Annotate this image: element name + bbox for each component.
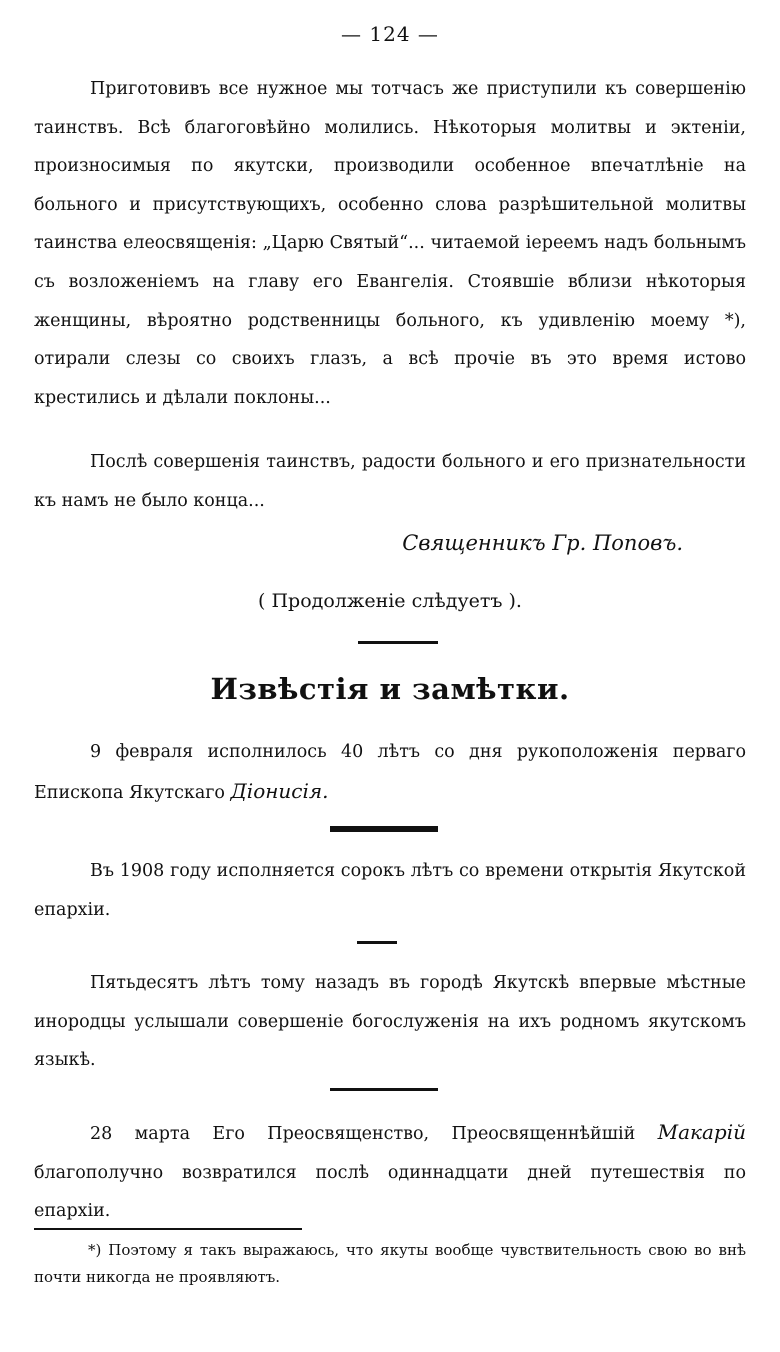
news-item-yakut-language: Пятьдесятъ лѣтъ тому назадъ въ городѣ Якутскѣ впервые мѣстные инородцы услышали совершеніе богослуженія на ихъ родномъ якутскомъ языкѣ. [34, 973, 746, 1071]
bishop-name: Діонисія. [230, 778, 329, 803]
divider-rule [330, 826, 438, 832]
section-heading: Извѣстія и замѣтки. [210, 672, 570, 706]
divider-rule [330, 1088, 438, 1091]
continuation-note: ( Продолженіе слѣдуетъ ). [258, 590, 522, 612]
paragraph-sacrament: Приготовивъ все нужное мы тотчасъ же приступили къ совершенію таинствъ. Всѣ благоговѣйно молились. Нѣкоторыя молитвы и эктеніи, произносимыя по якутски, производили особенное впечатлѣніе на больного и присутствующихъ, особенно слова разрѣшительной молитвы таинства елеосвященія: „Царю Святый“... читаемой іереемъ надъ больнымъ съ возложеніемъ на главу его Евангелія. Стоявшіе вблизи нѣкоторыя женщины, вѣроятно родственницы больного, къ удивленію моему *), отирали слезы со своихъ глазъ, а всѣ прочіе въ это время истово крестились и дѣлали поклоны... [34, 79, 746, 408]
news-item-text: благополучно возвратился послѣ одиннадцати дней путешествія по епархіи. [34, 1162, 746, 1222]
footnote: *) Поэтому я такъ выражаюсь, что якуты вообще чувствительность свою во внѣ почти никогда не проявляютъ. [34, 1241, 746, 1286]
news-item-text: 9 февраля исполнилось 40 лѣтъ со дня рукоположенія перваго Епископа Якутскаго [34, 742, 746, 803]
bishop-name: Макарій [657, 1120, 746, 1144]
divider-rule [357, 941, 397, 944]
news-item-eparchy: Въ 1908 году исполняется сорокъ лѣтъ со времени открытія Якутской епархіи. [34, 861, 746, 920]
footnote-rule [34, 1228, 302, 1230]
paragraph-after-sacrament: Послѣ совершенія таинствъ, радости больного и его признательности къ намъ не было конца... [34, 452, 746, 511]
news-item-makary [34, 1113, 746, 1231]
news-item-text: 28 марта Его Преосвященство, Преосвященнѣйшій [90, 1124, 658, 1144]
page-number: — 124 — [341, 22, 439, 46]
divider-rule [358, 641, 438, 644]
news-item-dionisy [34, 733, 746, 812]
signature: Священникъ Гр. Поповъ. [402, 531, 683, 555]
